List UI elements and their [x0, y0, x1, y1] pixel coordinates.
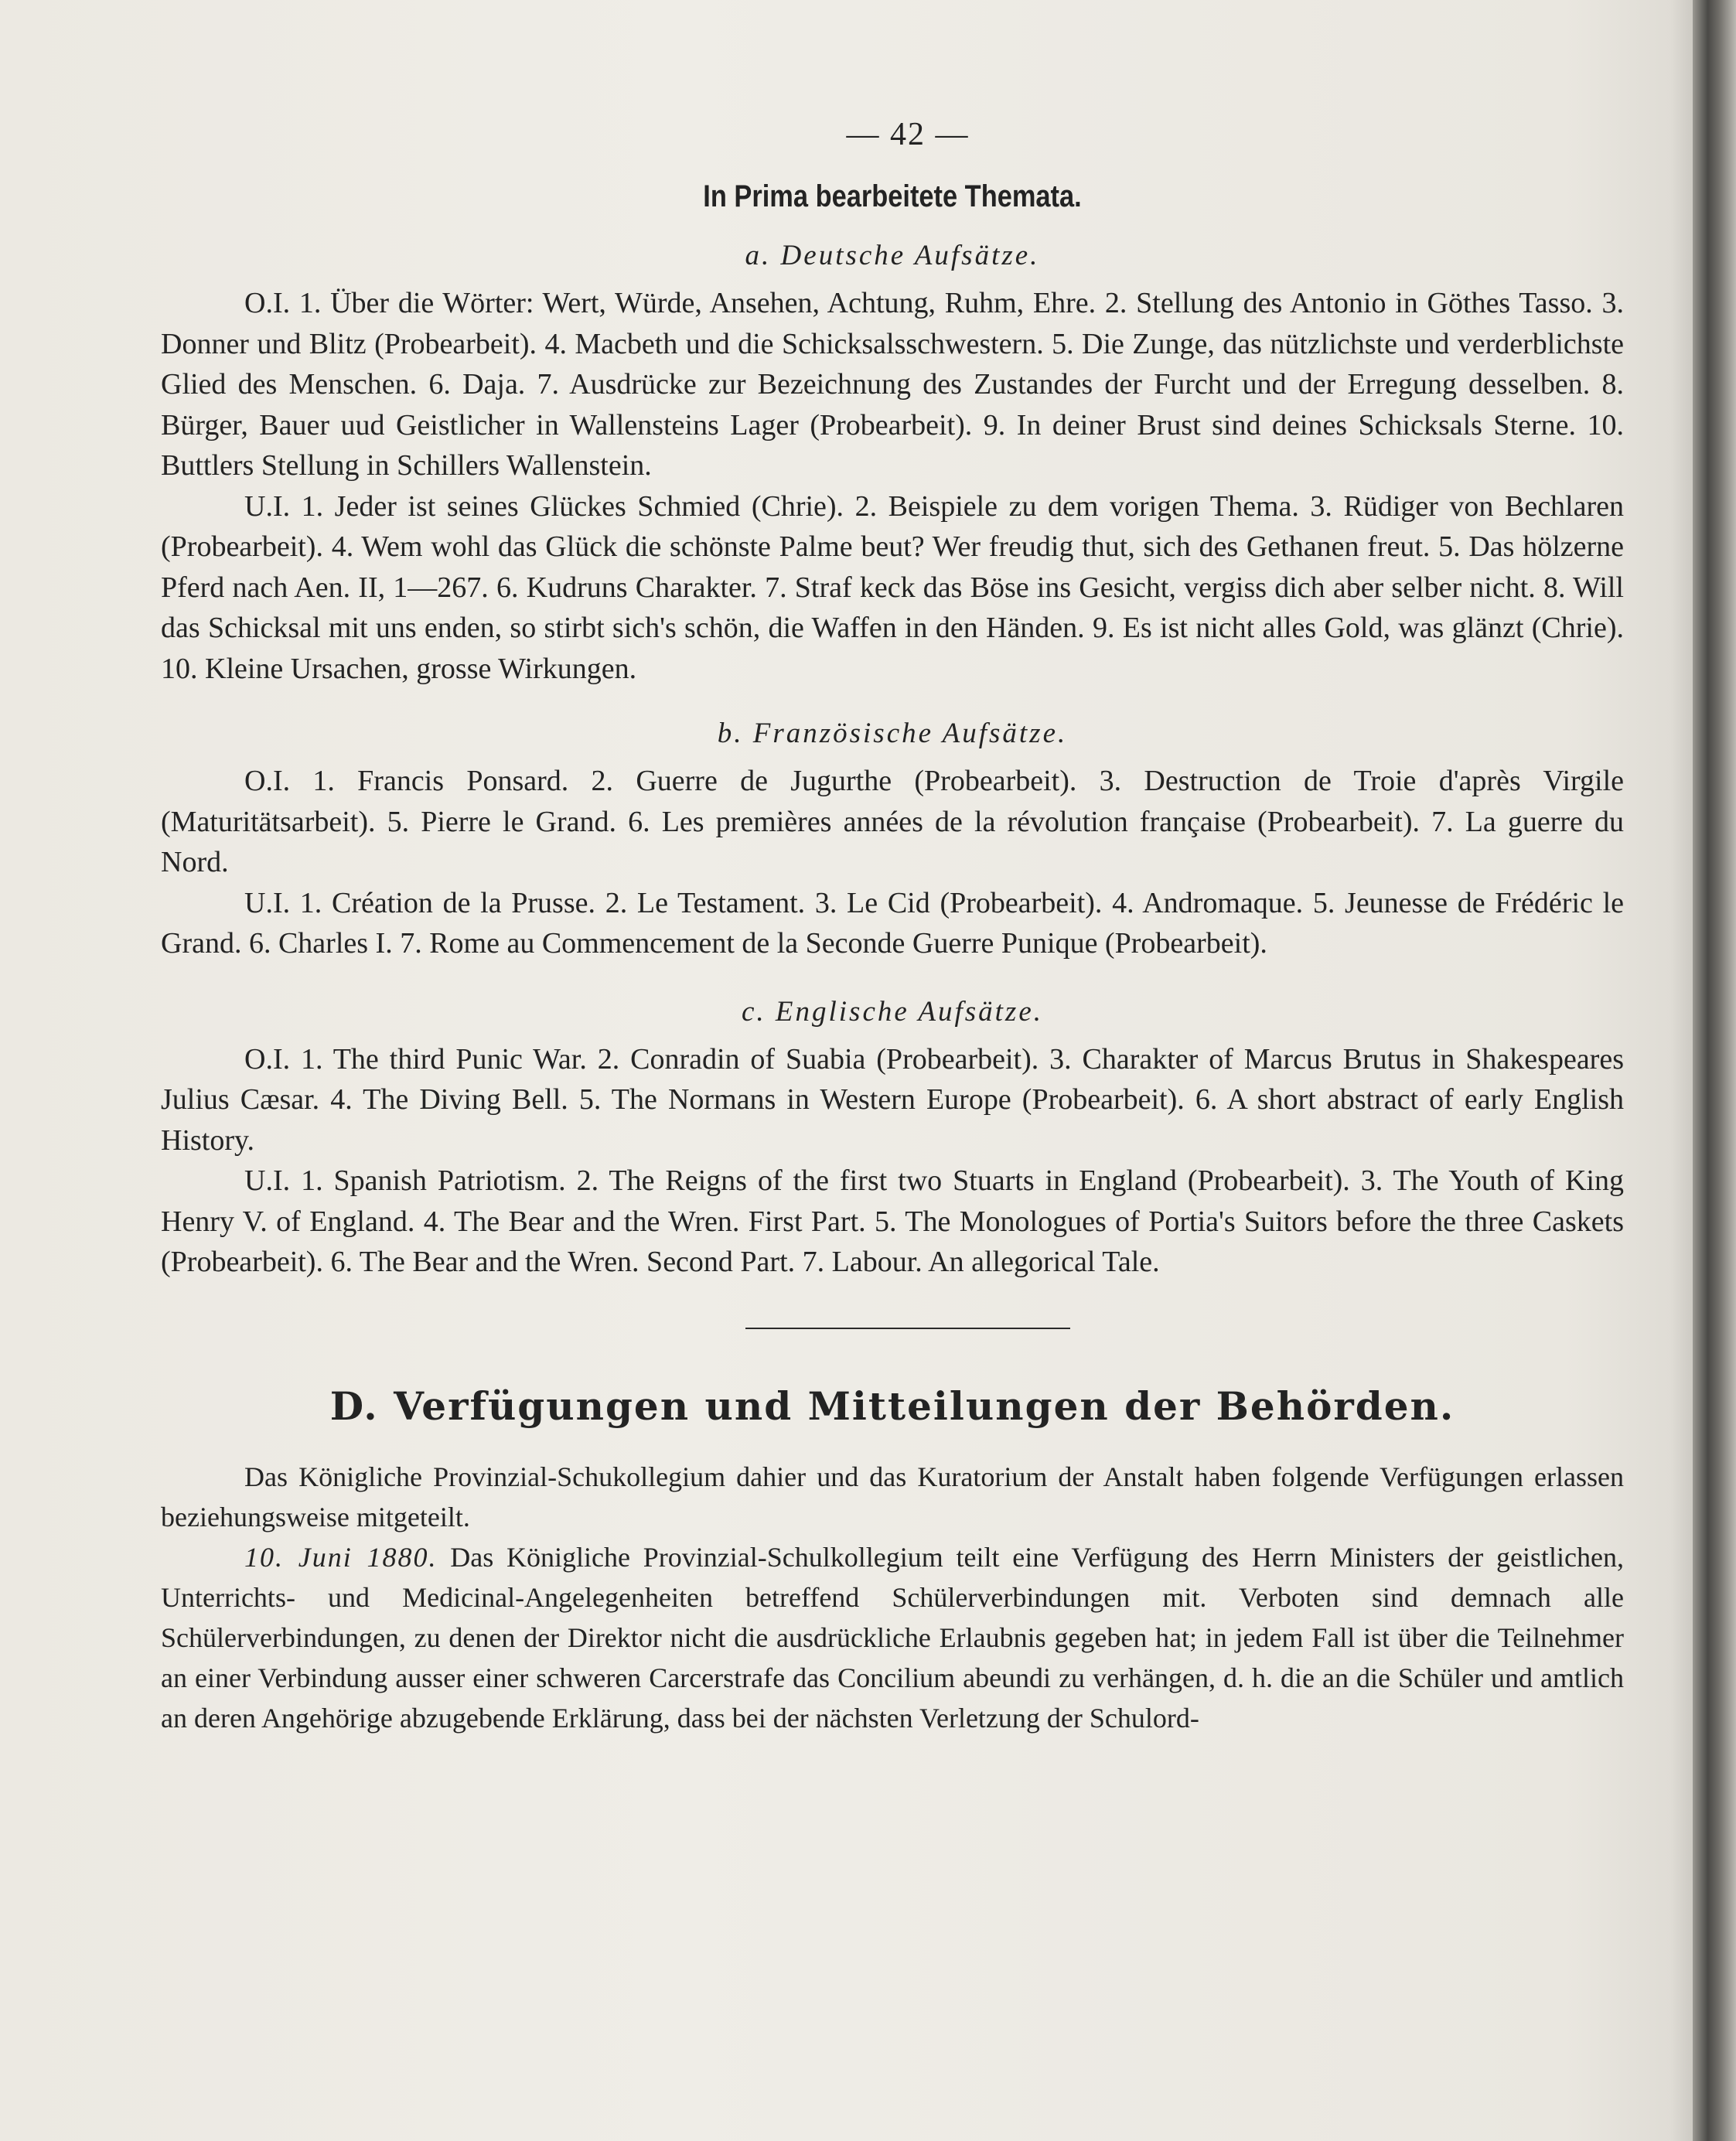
englisch-oi-paragraph: O.I. 1. The third Punic War. 2. Conradin of Suabia (Probearbeit). 3. Charakter of Marcus Brutus in Shakespeares Julius Cæsar. 4. The Diving Bell. 5. The Normans in Western Europe (Probearbeit). 6. A short abstract of early English History.	[161, 1042, 1624, 1157]
englisch-ui-paragraph: U.I. 1. Spanish Patriotism. 2. The Reigns of the first two Stuarts in England (Probearbeit). 3. The Youth of King Henry V. of England. 4. The Bear and the Wren. First Part. 5. The Monologues of Portia's Suitors before the three Caskets (Probearbeit). 6. The Bear and the Wren. Second Part. 7. Labour. An allegorical Tale.	[161, 1164, 1624, 1278]
page-edge	[1693, 0, 1736, 2141]
page-number: — 42 —	[846, 117, 970, 152]
page-title: In Prima bearbeitete Themata.	[703, 179, 1082, 213]
subheading-franzoesische-aufsaetze: b. Französische Aufsätze.	[717, 718, 1068, 749]
franzoesisch-ui-paragraph: U.I. 1. Création de la Prusse. 2. Le Testament. 3. Le Cid (Probearbeit). 4. Andromaque. 5. Jeunesse de Frédéric le Grand. 6. Charles I. 7. Rome au Commencement de la Seconde Guerre Punique (Probearbeit).	[161, 886, 1624, 960]
section-d-heading: D. Verfügungen und Mitteilungen der Behörden.	[329, 1382, 1455, 1429]
section-d-entry	[161, 1537, 1624, 1738]
entry-text: Das Königliche Provinzial-Schulkollegium teilt eine Verfügung des Herrn Ministers der geistlichen, Unterrichts- und Medicinal-Angelegenheiten betreffend Schülerverbindungen mit. Verboten sind demnach alle Schülerverbindungen, zu denen der Direktor nicht die ausdrückliche Erlaubnis gegeben hat; in jedem Fall ist über die Teilnehmer an einer Verbindung ausser einer schweren Carcerstrafe das Concilium abeundi zu verhängen, d. h. die an die Schüler und amtlich an deren Angehörige abzugebende Erklärung, dass bei der nächsten Verletzung der Schulord-	[161, 1541, 1624, 1734]
franzoesisch-oi-paragraph: O.I. 1. Francis Ponsard. 2. Guerre de Jugurthe (Probearbeit). 3. Destruction de Troie d'après Virgile (Maturitätsarbeit). 5. Pierre le Grand. 6. Les premières années de la révolution française (Probearbeit). 7. La guerre du Nord.	[161, 765, 1624, 878]
section-divider	[745, 1328, 1070, 1329]
deutsch-ui-paragraph: U.I. 1. Jeder ist seines Glückes Schmied (Chrie). 2. Beispiele zu dem vorigen Thema. 3. Rüdiger von Bechlaren (Probearbeit). 4. Wem wohl das Glück die schönste Palme beut? Wer freudig thut, sich des Gethanen freut. 5. Das hölzerne Pferd nach Aen. II, 1—267. 6. Kudruns Charakter. 7. Straf keck das Böse ins Gesicht, vergiss dich aber selber nicht. 8. Will das Schicksal mit uns enden, so stirbt sich's schön, die Waffen in den Händen. 9. Es ist nicht alles Gold, was glänzt (Chrie). 10. Kleine Ursachen, grosse Wirkungen.	[161, 489, 1624, 685]
section-d-intro: Das Königliche Provinzial-Schukollegium dahier und das Kuratorium der Anstalt haben folgende Verfügungen erlassen beziehungsweise mitgeteilt.	[161, 1461, 1624, 1532]
subheading-deutsche-aufsaetze: a. Deutsche Aufsätze.	[745, 240, 1040, 271]
page-content	[161, 116, 1624, 1738]
deutsch-oi-paragraph: O.I. 1. Über die Wörter: Wert, Würde, Ansehen, Achtung, Ruhm, Ehre. 2. Stellung des Antonio in Göthes Tasso. 3. Donner und Blitz (Probearbeit). 4. Macbeth und die Schicksalsschwestern. 5. Die Zunge, das nützlichste und verderblichste Glied des Menschen. 6. Daja. 7. Ausdrücke zur Bezeichnung des Zustandes der Furcht und der Erregung desselben. 8. Bürger, Bauer uud Geistlicher in Wallensteins Lager (Probearbeit). 9. In deiner Brust sind deines Schicksals Sterne. 10. Buttlers Stellung in Schillers Wallenstein.	[161, 287, 1624, 482]
entry-date: 10. Juni 1880.	[244, 1541, 438, 1573]
subheading-englische-aufsaetze: c. Englische Aufsätze.	[741, 995, 1044, 1028]
